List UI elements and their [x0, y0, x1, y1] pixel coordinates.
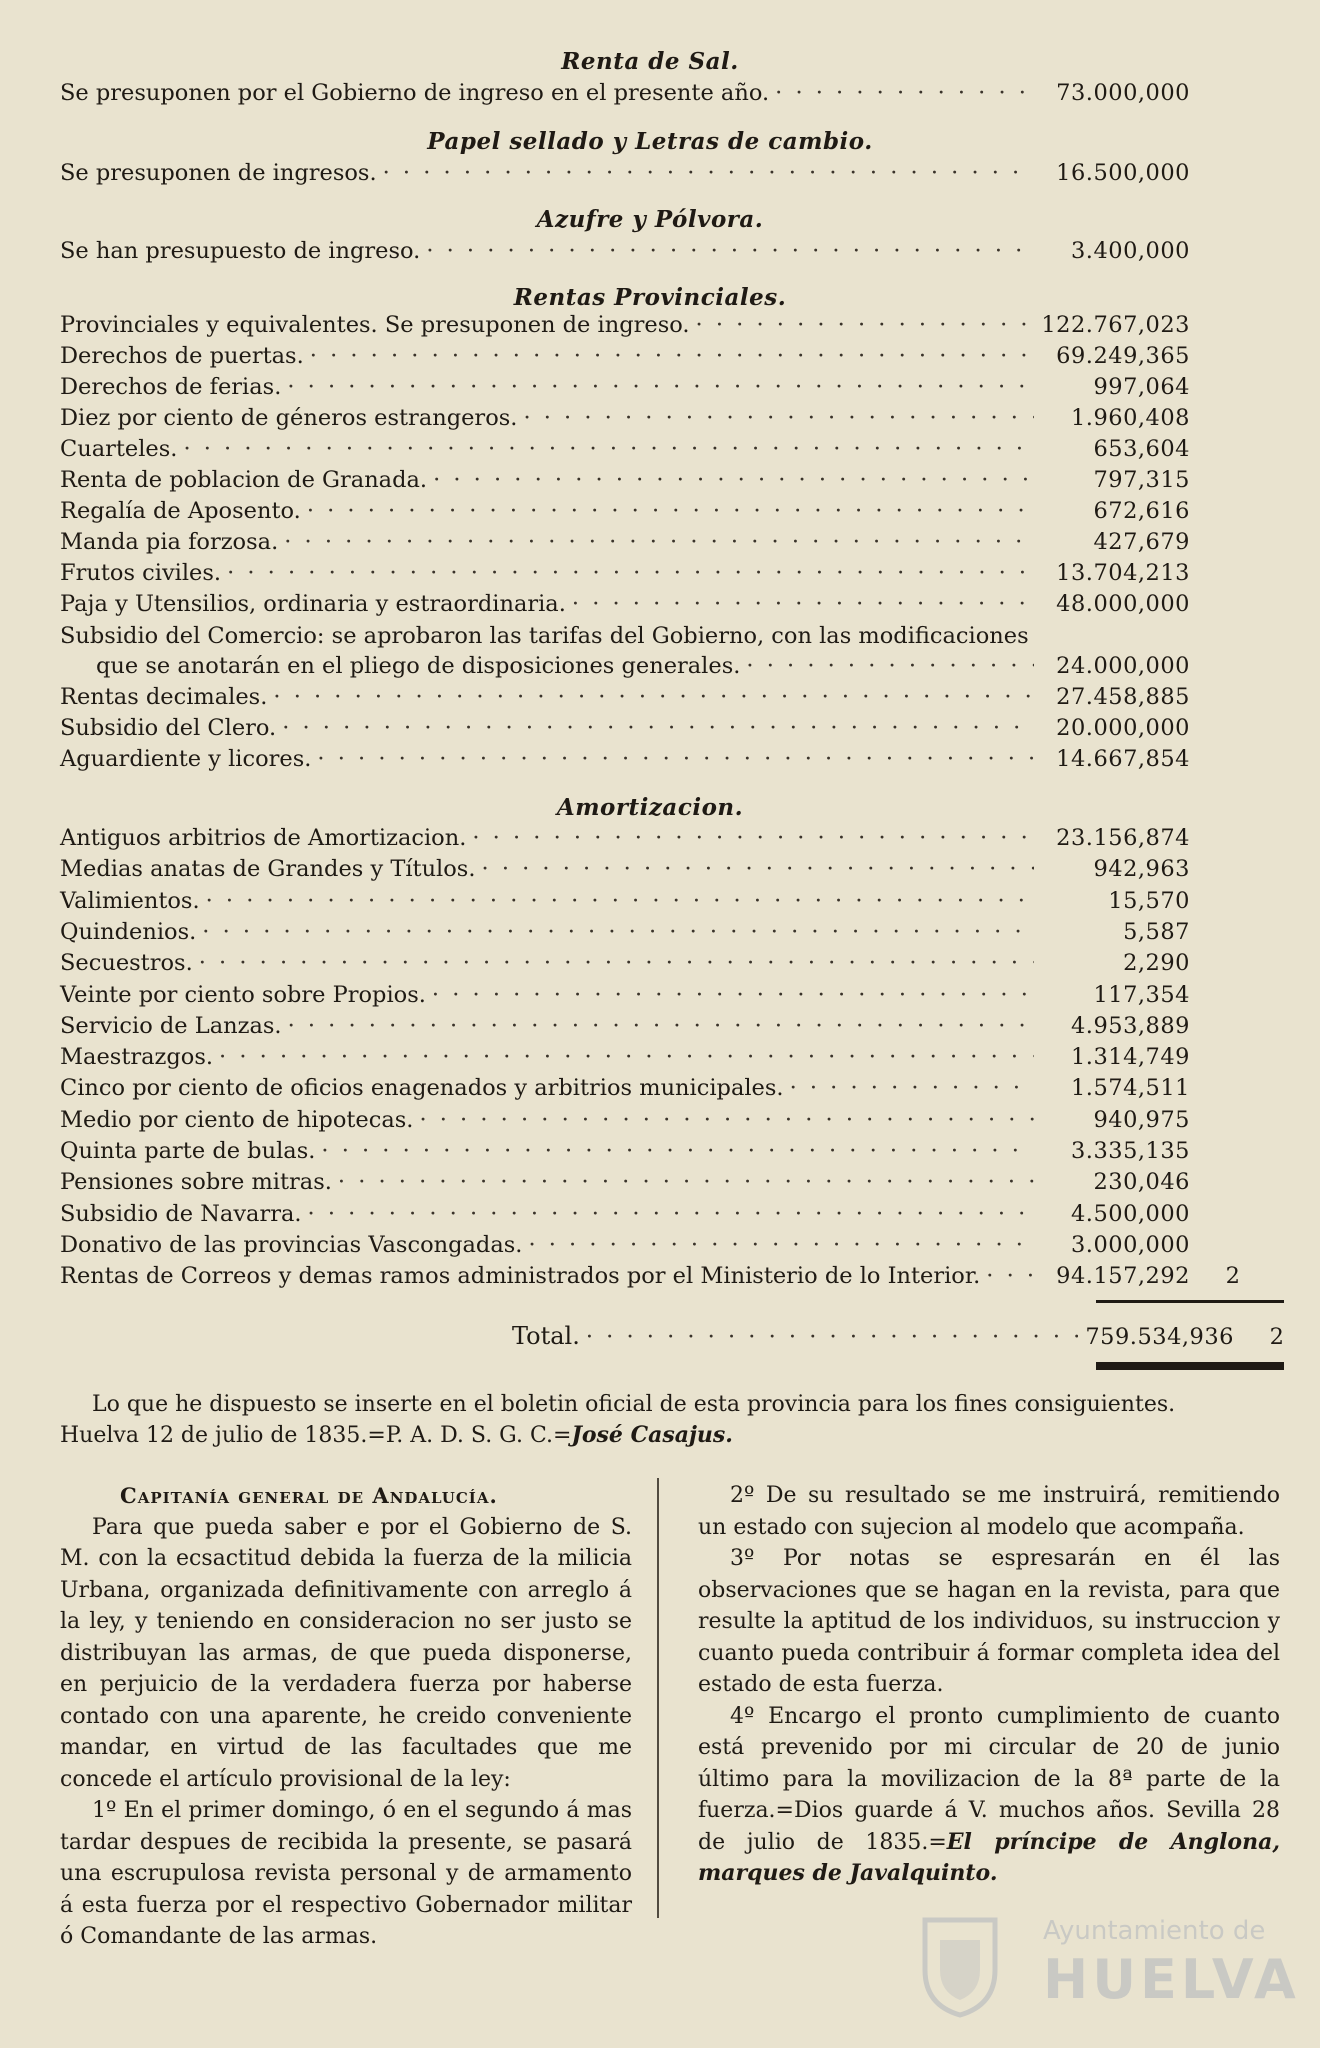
row-label: Maestrazgos.: [60, 1044, 214, 1071]
row-label: Rentas de Correos y demas ramos administrados por el Ministerio de lo Interior.: [60, 1263, 981, 1290]
ledger-row: [60, 374, 1240, 404]
row-amount: 13.704,213: [1056, 560, 1190, 586]
row-note: 2: [1225, 1263, 1240, 1290]
ledger-row: [60, 467, 1240, 497]
dot-leader: [287, 374, 1034, 400]
total-amount: 759.534,936: [1085, 1324, 1234, 1350]
row-amount: 94.157,292: [1056, 1263, 1190, 1290]
row-amount: 23.156,874: [1056, 825, 1190, 851]
archive-watermark: [905, 1910, 1300, 2020]
dot-leader: [206, 888, 1034, 914]
heading-rentas-provinciales: Rentas Provinciales.: [513, 284, 787, 311]
dot-leader: [338, 1169, 1034, 1195]
row-label: Servicio de Lanzas.: [60, 1012, 282, 1039]
dot-leader: [321, 1138, 1034, 1164]
row-amount: 27.458,885: [1056, 684, 1190, 710]
ledger-row: [60, 1169, 1240, 1199]
row-label: Se presuponen por el Gobierno de ingreso en el presente año.: [60, 80, 770, 106]
row-label: Cuarteles.: [60, 436, 178, 462]
ledger-row: [60, 1201, 1240, 1231]
row-label: que se anotarán en el pliego de disposiciones generales.: [96, 653, 741, 679]
dot-leader: [790, 1075, 1034, 1101]
ledger-row: [60, 1138, 1240, 1168]
row-amount: 4.500,000: [1070, 1200, 1190, 1227]
item-4-text: 4º Encargo el pronto cumplimiento de cuanto está prevenido por mi circular de 20 de junio último para la movilizacion de la 8ª parte de la fuerza.=Dios guarde á V. muchos años. Sevilla 28 de julio de 1835.=: [698, 1703, 1280, 1855]
dot-leader: [775, 80, 1034, 106]
dot-leader: [307, 498, 1034, 524]
ledger-row: [60, 1263, 1240, 1293]
row-amount: 672,616: [1093, 498, 1190, 524]
dot-leader: [472, 825, 1034, 851]
row-amount: 5,587: [1123, 918, 1190, 945]
ledger-row: [60, 343, 1240, 373]
dot-leader: [746, 653, 1034, 679]
ledger-row: [60, 919, 1240, 949]
row-label: Quinta parte de bulas.: [60, 1138, 316, 1164]
dot-leader: [432, 982, 1034, 1008]
dot-leader: [219, 1044, 1034, 1070]
row-amount: 73.000,000: [1056, 80, 1190, 106]
row-label: Derechos de puertas.: [60, 343, 304, 369]
dot-leader: [986, 1263, 1034, 1289]
closing-initials: P. A. D. S. G. C.: [385, 1423, 553, 1448]
column-divider: [657, 1478, 659, 1918]
heading-papel-sellado: Papel sellado y Letras de cambio.: [427, 128, 873, 155]
dot-leader: [528, 1232, 1034, 1258]
row-amount: 16.500,000: [1056, 160, 1190, 186]
row-label: Aguardiente y licores.: [60, 746, 312, 772]
ledger-row: [60, 591, 1240, 621]
total-label: Total.: [512, 1322, 580, 1350]
row-label: Rentas decimales.: [60, 684, 268, 710]
row-amount: 3.400,000: [1070, 238, 1190, 264]
row-amount: 797,315: [1093, 467, 1190, 493]
row-label: Derechos de ferias.: [60, 374, 282, 400]
row-amount: 20.000,000: [1056, 715, 1190, 741]
ledger-row: [60, 856, 1240, 886]
ledger-row: [60, 1044, 1240, 1074]
ledger-row: [60, 405, 1240, 435]
row-label: Secuestros.: [60, 950, 193, 977]
item-4-signature: El príncipe de Anglona, marques de Javalquinto.: [698, 1828, 1280, 1886]
ledger-row: [60, 1075, 1240, 1105]
row-amount: 117,354: [1093, 981, 1190, 1008]
ledger-row: [96, 653, 1240, 683]
row-amount: 997,064: [1093, 374, 1190, 400]
row-amount: 1.314,749: [1070, 1044, 1190, 1071]
ledger-row: [60, 80, 1240, 110]
row-label: Quindenios.: [60, 918, 197, 945]
row-amount: 427,679: [1093, 529, 1190, 555]
ledger-row: [60, 529, 1240, 559]
dot-leader: [310, 343, 1034, 369]
row-label: Cinco por ciento de oficios enagenados y arbitrios municipales.: [60, 1075, 784, 1102]
closing-date: Huelva 12 de julio de 1835.: [60, 1423, 368, 1448]
row-label: Veinte por ciento sobre Propios.: [60, 981, 426, 1008]
row-label: Provinciales y equivalentes. Se presuponen de ingreso.: [60, 312, 690, 338]
subsidio-comercio-line1: Subsidio del Comercio: se aprobaron las tarifas del Gobierno, con las modificaciones: [60, 623, 1029, 649]
row-amount: 3.000,000: [1070, 1231, 1190, 1258]
dot-leader: [288, 1013, 1034, 1039]
row-amount: 3.335,135: [1070, 1138, 1190, 1164]
ledger-row: [60, 160, 1240, 190]
watermark-line1: Ayuntamiento de: [1043, 1916, 1266, 1946]
dot-leader: [308, 1201, 1034, 1227]
row-label: Medias anatas de Grandes y Títulos.: [60, 856, 476, 883]
row-amount: 122.767,023: [1041, 312, 1190, 338]
dot-leader: [284, 529, 1034, 555]
total-row: [512, 1322, 1284, 1352]
coat-of-arms-icon: [905, 1910, 1015, 2020]
dot-leader: [433, 467, 1034, 493]
ledger-row: [60, 312, 1240, 342]
row-amount: 942,963: [1093, 856, 1190, 883]
closing-line2: Huelva 12 de julio de 1835.=P. A. D. S. G. C.=José Casajus.: [60, 1422, 733, 1448]
dot-leader: [317, 746, 1034, 772]
dot-leader: [227, 560, 1034, 586]
total-rule-bottom: [1096, 1362, 1284, 1370]
total-rule-top: [1096, 1300, 1284, 1303]
row-label: Subsidio del Clero.: [60, 715, 277, 741]
row-label: Valimientos.: [60, 887, 200, 914]
row-label: Pensiones sobre mitras.: [60, 1169, 332, 1196]
capitania-item-3: 3º Por notas se espresarán en él las observaciones que se hagan en la revista, para que resulte la aptitud de los individuos, su instruccion y cuanto pueda contribuir á formar completa idea del estado de esta fuerza.: [698, 1546, 1280, 1697]
capitania-title: Capitanía general de Andalucía.: [120, 1483, 498, 1508]
row-amount: 653,604: [1093, 436, 1190, 462]
ledger-row: [60, 982, 1240, 1012]
dot-leader: [426, 238, 1034, 264]
closing-line1: Lo que he dispuesto se inserte en el boletin oficial de esta provincia para los fines consiguientes.: [92, 1392, 1176, 1417]
row-label: Se presuponen de ingresos.: [60, 160, 377, 186]
row-label: Antiguos arbitrios de Amortizacion.: [60, 825, 467, 851]
row-amount: 4.953,889: [1070, 1012, 1190, 1039]
ledger-row: [60, 238, 1240, 268]
dot-leader: [273, 684, 1034, 710]
ledger-row: [60, 825, 1240, 855]
row-label: Renta de poblacion de Granada.: [60, 467, 428, 493]
dot-leader: [482, 856, 1034, 882]
dot-leader: [419, 1107, 1034, 1133]
capitania-intro: Para que pueda saber e por el Gobierno de S. M. con la ecsactitud debida la fuerza de la milicia Urbana, organizada definitivamente con arreglo á la ley, y teniendo en consideracion no ser justo se distribuyan las armas, de que pueda disponerse, en perjuicio de la verdadera fuerza por haberse contado con una aparente, he creido conveniente mandar, en virtud de las facultades que me concede el artículo provisional de la ley:: [60, 1514, 632, 1792]
ledger-row: [60, 684, 1240, 714]
row-label: Medio por ciento de hipotecas.: [60, 1106, 414, 1133]
ledger-row: [60, 1013, 1240, 1043]
row-amount: 15,570: [1108, 887, 1190, 914]
row-label: Regalía de Aposento.: [60, 498, 301, 524]
dot-leader: [202, 919, 1034, 945]
dot-leader: [282, 715, 1034, 741]
row-label: Diez por ciento de géneros estrangeros.: [60, 405, 518, 431]
dot-leader: [572, 591, 1034, 617]
heading-amortizacion: Amortizacion.: [556, 794, 744, 821]
dot-leader: [523, 405, 1034, 431]
ledger-row: [60, 746, 1240, 776]
ledger-row: [60, 1107, 1240, 1137]
capitania-item-4: [698, 1701, 1280, 1890]
dot-leader: [586, 1324, 1078, 1350]
watermark-line2: HUELVA: [1043, 1948, 1300, 2011]
ledger-row: [60, 498, 1240, 528]
row-label: Subsidio de Navarra.: [60, 1200, 302, 1227]
row-label: Se han presupuesto de ingreso.: [60, 238, 421, 264]
ledger-row: [60, 715, 1240, 745]
capitania-left-column: [60, 1480, 632, 1953]
row-amount: 1.574,511: [1070, 1075, 1190, 1102]
ledger-row: [60, 560, 1240, 590]
row-label: Donativo de las provincias Vascongadas.: [60, 1231, 523, 1258]
row-amount: 69.249,365: [1056, 343, 1190, 369]
heading-renta-de-sal: Renta de Sal.: [561, 48, 739, 75]
row-amount: 48.000,000: [1056, 591, 1190, 617]
row-amount: 14.667,854: [1056, 746, 1190, 772]
dot-leader: [199, 950, 1034, 976]
row-label: Frutos civiles.: [60, 560, 222, 586]
ledger-row: [60, 1232, 1240, 1262]
ledger-row: [60, 436, 1240, 466]
capitania-item-1: 1º En el primer domingo, ó en el segundo á mas tardar despues de recibida la presente, se pasará una escrupulosa revista personal y de armamento á esta fuerza por el respectivo Gobernador militar ó Comandante de las armas.: [60, 1798, 632, 1949]
row-amount: 2,290: [1123, 950, 1190, 977]
ledger-row: [60, 950, 1240, 980]
capitania-item-2: 2º De su resultado se me instruirá, remitiendo un estado con sujecion al modelo que acompaña.: [698, 1483, 1280, 1540]
dot-leader: [696, 312, 1034, 338]
heading-azufre-polvora: Azufre y Pólvora.: [536, 206, 764, 233]
row-amount: 24.000,000: [1056, 653, 1190, 679]
row-label: Paja y Utensilios, ordinaria y estraordinaria.: [60, 591, 566, 617]
dot-leader: [383, 160, 1034, 186]
closing-signature: José Casajus.: [571, 1422, 733, 1448]
capitania-right-column: [698, 1480, 1280, 1890]
row-label: Manda pia forzosa.: [60, 529, 279, 555]
ledger-row: [60, 888, 1240, 918]
row-amount: 1.960,408: [1070, 405, 1190, 431]
row-amount: 230,046: [1093, 1169, 1190, 1196]
row-amount: 940,975: [1093, 1106, 1190, 1133]
dot-leader: [183, 436, 1034, 462]
total-note: 2: [1269, 1324, 1284, 1350]
